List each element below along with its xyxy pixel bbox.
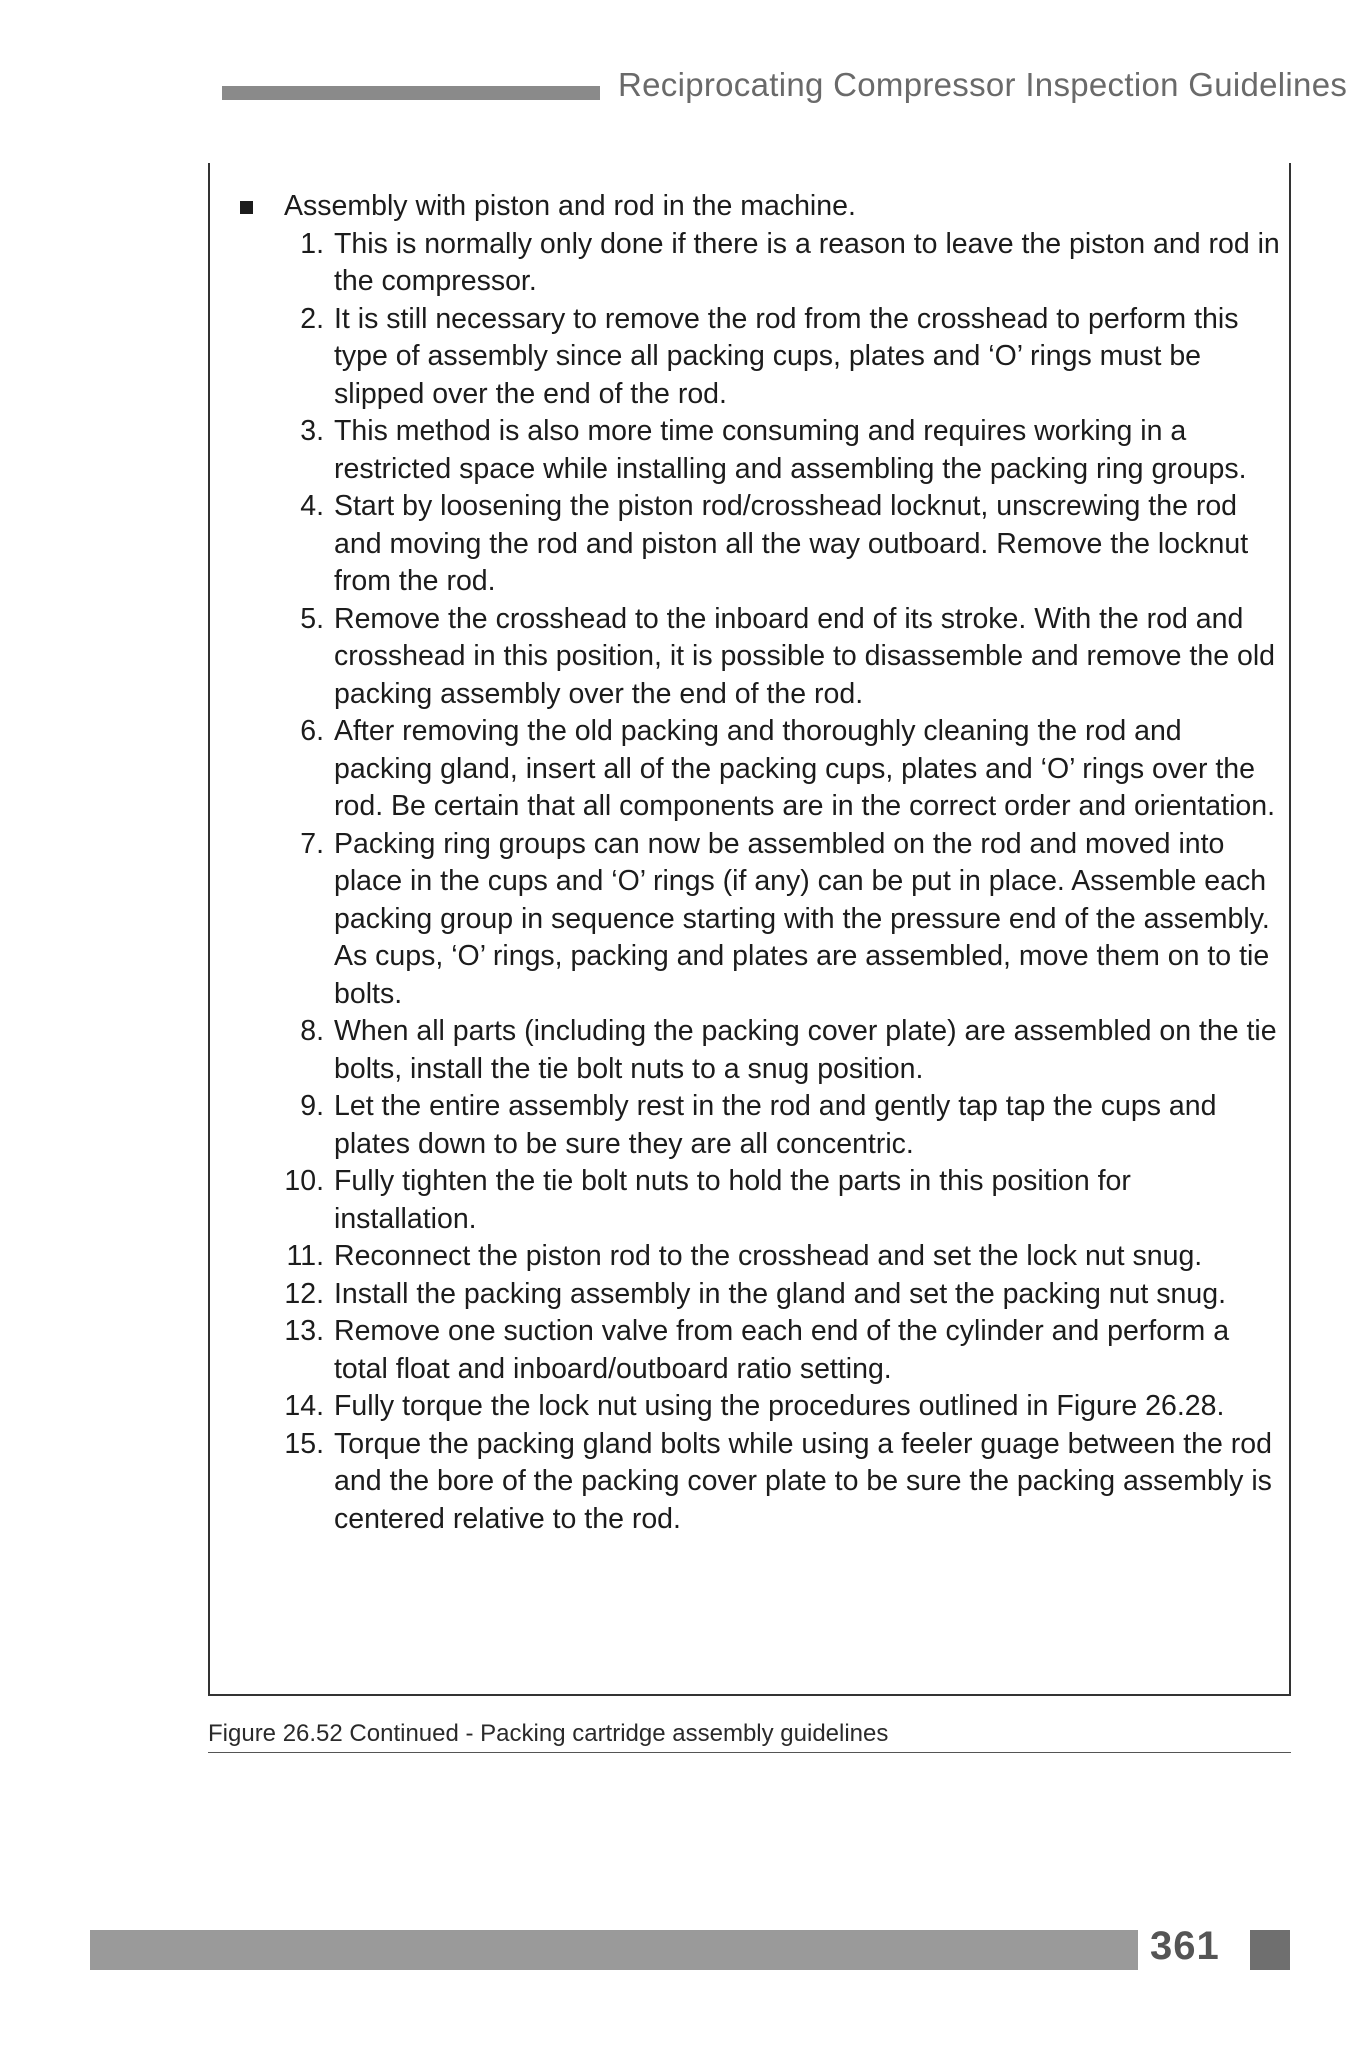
step-text: Let the entire assembly rest in the rod and gently tap tap the cups and plates down to be sure they are all concentric.	[334, 1090, 1217, 1160]
step-item	[240, 301, 1280, 414]
step-item	[240, 1088, 1280, 1163]
step-text: Remove the crosshead to the inboard end of its stroke. With the rod and crosshead in this position, it is possible to disassemble and remove the old packing assembly over the end of the rod.	[334, 602, 1276, 710]
caption-rule	[208, 1752, 1291, 1753]
step-text: This method is also more time consuming and requires working in a restricted space while installing and assembling the packing ring groups.	[334, 415, 1247, 485]
step-text: Install the packing assembly in the gland and set the packing nut snug.	[334, 1277, 1226, 1310]
step-number: 6.	[300, 715, 324, 747]
page-number: 361	[1150, 1924, 1220, 1968]
step-item	[240, 826, 1280, 1014]
step-text: This is normally only done if there is a reason to leave the piston and rod in the compressor.	[334, 227, 1280, 297]
step-item	[240, 1426, 1280, 1539]
step-item	[240, 1313, 1280, 1388]
step-number: 15.	[284, 1427, 324, 1460]
step-text: Start by loosening the piston rod/crosshead locknut, unscrewing the rod and moving the rod and piston all the way outboard. Remove the locknut from the rod.	[334, 490, 1249, 597]
step-number: 7.	[300, 827, 324, 860]
bullet-text: Assembly with piston and rod in the machine.	[284, 190, 856, 222]
step-text: Torque the packing gland bolts while using a feeler guage between the rod and the bore of the packing cover plate to be sure the packing assembly is centered relative to the rod.	[334, 1427, 1272, 1535]
step-item	[240, 488, 1280, 601]
running-title: Reciprocating Compressor Inspection Guidelines	[618, 66, 1348, 103]
footer-bar	[90, 1930, 1138, 1970]
step-number: 14.	[284, 1390, 324, 1422]
step-number: 1.	[300, 227, 324, 260]
step-text: Remove one suction valve from each end of the cylinder and perform a total float and inboard/outboard ratio setting.	[334, 1315, 1230, 1385]
footer-square	[1250, 1930, 1290, 1970]
step-text: After removing the old packing and thoroughly cleaning the rod and packing gland, insert all of the packing cups, plates and ‘O’ rings over the rod. Be certain that all components are in the correct order and orientation.	[334, 715, 1276, 822]
bullet-square-icon	[240, 201, 253, 214]
step-item	[240, 1238, 1280, 1276]
step-item	[240, 226, 1280, 301]
figure-caption: Figure 26.52 Continued - Packing cartridge assembly guidelines	[208, 1720, 889, 1747]
step-text: Fully torque the lock nut using the procedures outlined in Figure 26.28.	[334, 1390, 1225, 1422]
step-number: 4.	[300, 490, 324, 522]
step-number: 10.	[284, 1165, 324, 1197]
step-number: 2.	[300, 302, 324, 335]
header-bar	[222, 86, 600, 100]
step-number: 11.	[286, 1240, 324, 1272]
bullet-item	[240, 188, 1280, 226]
step-number: 8.	[300, 1015, 324, 1047]
step-number: 12.	[284, 1277, 324, 1310]
step-text: Packing ring groups can now be assembled on the rod and moved into place in the cups and ‘O’ rings (if any) can be put in place. Assemble each packing group in sequence starting with the pressure end of the assembly. As cups, ‘O’ rings, packing and plates are assembled, move them on to tie bolts.	[334, 827, 1270, 1010]
step-number: 13.	[284, 1315, 324, 1347]
step-item	[240, 713, 1280, 826]
step-number: 5.	[300, 602, 324, 635]
step-item	[240, 1388, 1280, 1426]
step-list	[240, 226, 1280, 1539]
step-text: Fully tighten the tie bolt nuts to hold the parts in this position for installation.	[334, 1165, 1131, 1235]
step-number: 9.	[300, 1090, 324, 1122]
step-text: When all parts (including the packing cover plate) are assembled on the tie bolts, install the tie bolt nuts to a snug position.	[334, 1015, 1277, 1085]
step-item	[240, 413, 1280, 488]
step-item	[240, 1276, 1280, 1314]
step-item	[240, 1013, 1280, 1088]
step-text: It is still necessary to remove the rod from the crosshead to perform this type of assembly since all packing cups, plates and ‘O’ rings must be slipped over the end of the rod.	[334, 302, 1239, 410]
step-text: Reconnect the piston rod to the crosshead and set the lock nut snug.	[334, 1240, 1203, 1272]
step-item	[240, 1163, 1280, 1238]
step-item	[240, 601, 1280, 714]
figure-content	[240, 188, 1280, 1538]
step-number: 3.	[300, 415, 324, 447]
